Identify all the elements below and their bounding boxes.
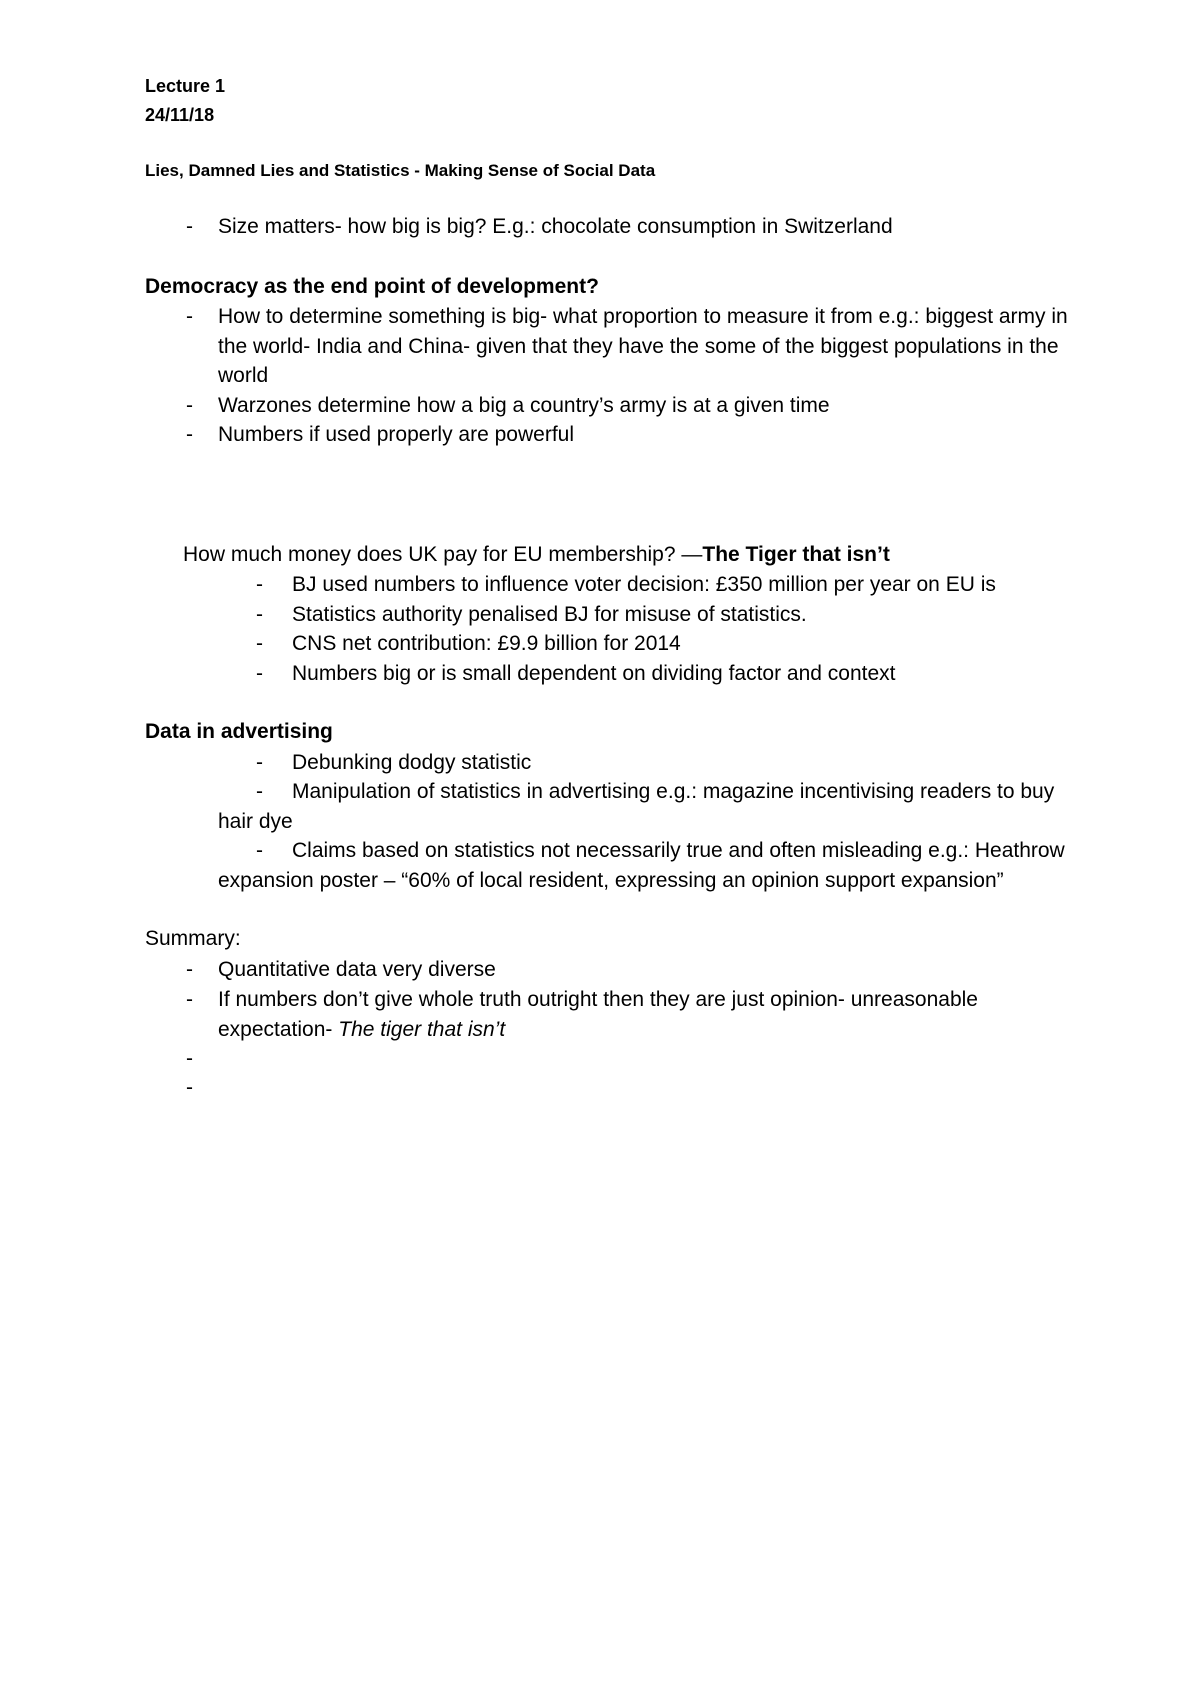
bullet-text: Debunking dodgy statistic: [292, 751, 532, 774]
bullet-dash: -: [186, 1047, 193, 1070]
bullet-dash: -: [256, 780, 263, 803]
eu-bullet-3: [256, 629, 1076, 659]
bullet-dash: -: [186, 394, 193, 417]
bullet-text: Statistics authority penalised BJ for misuse of statistics.: [292, 603, 807, 626]
bullet-text: Warzones determine how a big a country’s army is at a given time: [218, 394, 830, 417]
bullet-text: Claims based on statistics not necessarily true and often misleading e.g.: Heathrow expansion poster – “60% of local resident, expressing an opinion support expansion”: [218, 839, 1065, 892]
summary-bullet-2: [186, 985, 1086, 1044]
democracy-heading: Democracy as the end point of development?: [145, 275, 599, 298]
bullet-dash: -: [256, 632, 263, 655]
summary-bullet-1: [186, 955, 1086, 985]
lecture-label: Lecture 1: [145, 76, 226, 96]
eu-bullet-4: [256, 659, 1076, 689]
bullet-dash: -: [186, 423, 193, 446]
bullet-dash: -: [186, 215, 193, 238]
bullet-text: [218, 985, 1086, 1044]
eu-question-text: How much money does UK pay for EU membership? —: [183, 543, 703, 566]
eu-bullet-1: [256, 570, 1076, 600]
democracy-bullet-1: [186, 302, 1086, 391]
advertising-bullet-1: [256, 748, 1076, 778]
bullet-dash: -: [256, 662, 263, 685]
bullet-dash: -: [186, 1076, 193, 1099]
eu-question-bold: The Tiger that isn’t: [702, 543, 890, 566]
bullet-text: Manipulation of statistics in advertising e.g.: magazine incentivising readers to buy hair dye: [218, 780, 1055, 833]
summary-heading: Summary:: [145, 927, 241, 950]
advertising-heading: Data in advertising: [145, 720, 333, 743]
advertising-bullet-3: [218, 836, 1078, 895]
bullet-dash: -: [186, 988, 193, 1011]
lecture-date: 24/11/18: [145, 105, 215, 125]
bullet-dash: -: [186, 958, 193, 981]
eu-question: [183, 541, 890, 569]
bullet-text: Quantitative data very diverse: [218, 958, 496, 981]
bullet-dash: -: [256, 751, 263, 774]
bullet-text-plain: If numbers don’t give whole truth outright then they are just opinion- unreasonable expectation-: [218, 988, 978, 1041]
bullet-text: Numbers if used properly are powerful: [218, 423, 574, 446]
democracy-bullet-3: [186, 420, 1086, 450]
intro-bullet: [186, 212, 1086, 242]
bullet-text: Size matters- how big is big? E.g.: chocolate consumption in Switzerland: [218, 215, 893, 238]
bullet-text: How to determine something is big- what proportion to measure it from e.g.: biggest army in the world- India and China- given that they have the some of the biggest populations in the world: [218, 305, 1068, 387]
bullet-text-italic: The tiger that isn’t: [338, 1017, 506, 1041]
bullet-dash: -: [256, 603, 263, 626]
bullet-dash: -: [256, 573, 263, 596]
eu-bullet-2: [256, 600, 1076, 630]
bullet-dash: -: [186, 305, 193, 328]
democracy-bullet-2: [186, 391, 1086, 421]
document-title: Lies, Damned Lies and Statistics - Making Sense of Social Data: [145, 161, 656, 180]
bullet-text: CNS net contribution: £9.9 billion for 2014: [292, 632, 681, 655]
bullet-text: BJ used numbers to influence voter decision: £350 million per year on EU is: [292, 573, 996, 596]
bullet-dash: -: [256, 839, 263, 862]
advertising-bullet-2: [218, 777, 1078, 836]
bullet-text: Numbers big or is small dependent on dividing factor and context: [292, 662, 896, 685]
